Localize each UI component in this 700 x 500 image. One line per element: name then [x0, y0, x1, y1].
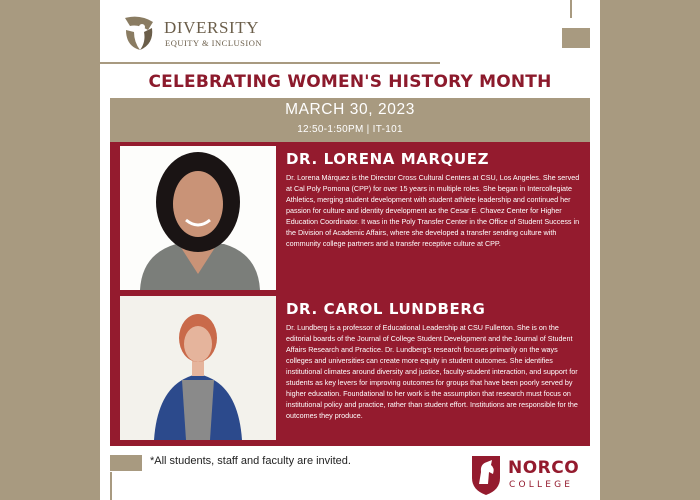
college-name: NORCO — [508, 458, 580, 478]
right-side-band — [600, 0, 700, 500]
top-right-decor-square — [562, 28, 590, 48]
invitation-note: *All students, staff and faculty are invited. — [150, 455, 351, 467]
norco-college-logo — [470, 454, 595, 498]
event-date: MARCH 30, 2023 — [285, 101, 415, 118]
speaker-bio-lundberg: Dr. Lundberg is a professor of Educational Leadership at CSU Fullerton. She is on the editorial boards of the Journal of College Student Development and the Journal of Student Affairs Research and Practice. Dr. Lundberg's research focuses primarily on the ways colleges and universities can create more equity in student outcomes. She identifies institutional climates around diversity and justice, faculty-student interaction, and support for students as key levers for improving outcomes for groups that have been poorly served by higher education. Foundational to her work is the assumption that research must focus on institutional policy and practice, rather than student effort. Institutions are responsible for the outcomes they produce. — [286, 323, 578, 420]
speaker-name-lundberg: DR. CAROL LUNDBERG — [286, 300, 486, 318]
diversity-figure-icon — [122, 12, 158, 52]
top-right-decor-line — [570, 0, 572, 18]
speaker-name-marquez: DR. LORENA MARQUEZ — [286, 150, 490, 168]
event-time-room: 12:50-1:50PM | IT-101 — [297, 124, 403, 135]
footer-decor-line — [110, 472, 112, 500]
dei-logo — [122, 12, 272, 56]
mustang-shield-icon — [470, 454, 502, 496]
speakers-panel — [110, 142, 590, 446]
left-side-band — [0, 0, 100, 500]
logo-title: DIVERSITY — [164, 18, 260, 37]
header-divider-line — [100, 62, 440, 64]
event-flyer — [100, 0, 600, 500]
logo-subtitle: EQUITY & INCLUSION — [165, 38, 262, 48]
speaker-bio-marquez: Dr. Lorena Márquez is the Director Cross Cultural Centers at CSU, Los Angeles. She served at Cal Poly Pomona (CPP) for over 15 years in multiple roles. She began in Intercollegiate Athletics, merging student development with student athlete leadership and continued her passion for culture and identity development as the Cesar E. Chavez Center for Higher Education Coordinator. It was in the Poly Transfer Center in the Office of Student Success in the Division of Academic Affairs, where she developed a transfer sending culture with community college partners and a transfer receptive culture at CPP. — [286, 173, 580, 248]
event-title: CELEBRATING WOMEN'S HISTORY MONTH — [148, 72, 552, 92]
college-subtitle: COLLEGE — [509, 480, 574, 490]
footer-decor-square — [110, 455, 142, 471]
speaker-photo-marquez — [120, 146, 276, 290]
speaker-photo-lundberg — [120, 296, 276, 440]
event-date-bar — [110, 98, 590, 142]
